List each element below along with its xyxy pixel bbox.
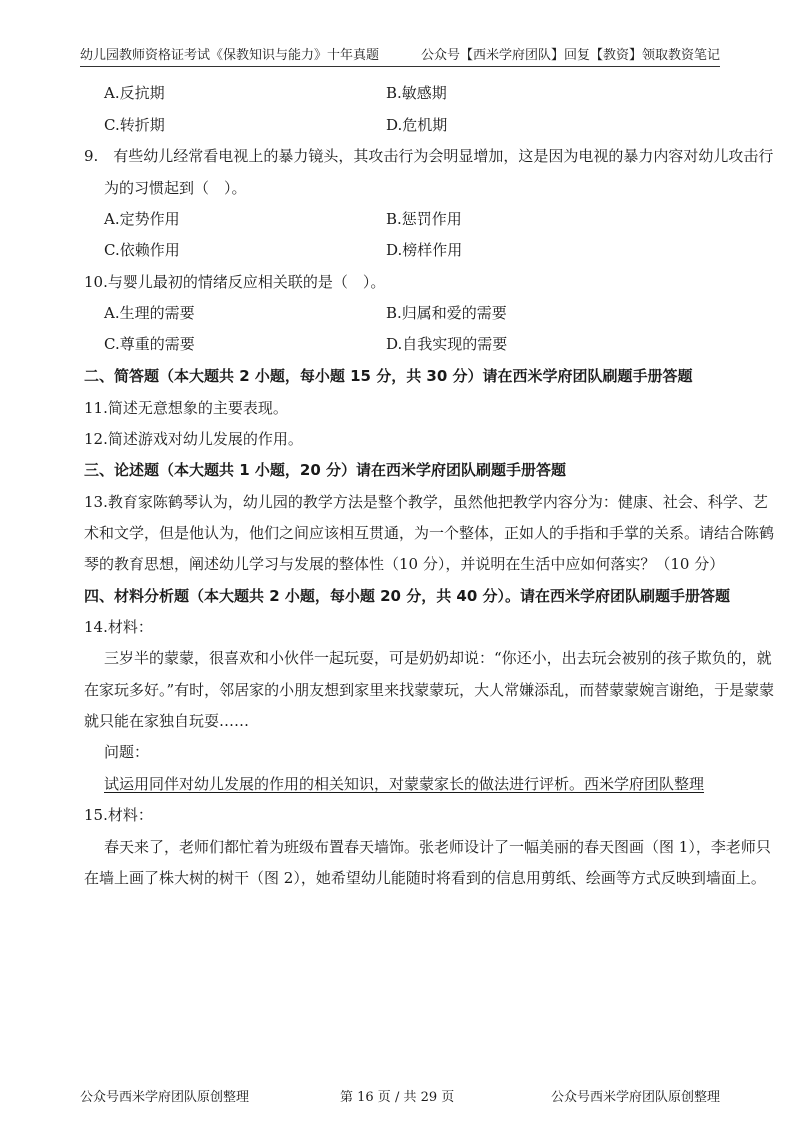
q9-stem-line1: 9. 有些幼儿经常看电视上的暴力镜头，其攻击行为会明显增加，这是因为电视的暴力内容对幼儿攻击行 (84, 147, 774, 165)
section3-title: 三、论述题（本大题共 1 小题，20 分）请在西米学府团队刷题手册答题 (84, 461, 566, 479)
q14-material-line2: 在家玩多好。”有时，邻居家的小朋友想到家里来找蒙蒙玩，大人常嫌添乱，而替蒙蒙婉言谢绝，于是蒙蒙 (84, 681, 775, 699)
page-number: 第 16 页 / 共 29 页 (340, 1090, 455, 1105)
q9-option-d: D.榜样作用 (386, 241, 463, 259)
header-right-note: 公众号【西米学府团队】回复【教资】领取教资笔记 (420, 48, 720, 63)
footer-left: 公众号西米学府团队原创整理 (80, 1090, 250, 1105)
q14-question-label: 问题： (104, 743, 150, 761)
q10-option-d: D.自我实现的需要 (386, 335, 508, 353)
q13-line1: 13.教育家陈鹤琴认为，幼儿园的教学方法是整个教学，虽然他把教学内容分为：健康、社会、科学、艺 (84, 493, 768, 511)
section4-title: 四、材料分析题（本大题共 2 小题，每小题 20 分，共 40 分）。请在西米学府团队刷题手册答题 (84, 587, 731, 605)
q9-option-b: B.惩罚作用 (386, 210, 462, 228)
q10-option-c: C.尊重的需要 (104, 335, 195, 353)
q14-label: 14.材料： (84, 618, 153, 636)
q15-material-line1: 春天来了，老师们都忙着为班级布置春天墙饰。张老师设计了一幅美丽的春天图画（图 1），李老师只 (104, 838, 771, 856)
q14-question: 试运用同伴对幼儿发展的作用的相关知识，对蒙蒙家长的做法进行评析。西米学府团队整理 (104, 775, 705, 793)
q15-material-line2: 在墙上画了株大树的树干（图 2），她希望幼儿能随时将看到的信息用剪纸、绘画等方式反映到墙面上。 (84, 869, 766, 887)
q10-option-a: A.生理的需要 (104, 304, 195, 322)
q13-line3: 琴的教育思想，阐述幼儿学习与发展的整体性（10 分），并说明在生活中应如何落实？（10 分） (84, 555, 725, 573)
q9-option-a: A.定势作用 (104, 210, 180, 228)
q8-option-a: A.反抗期 (104, 84, 165, 102)
q9-stem-line2: 为的习惯起到（ ）。 (104, 179, 247, 197)
q14-material-line3: 就只能在家独自玩耍…… (84, 712, 250, 730)
q11-stem: 11.简述无意想象的主要表现。 (84, 399, 288, 417)
footer-right: 公众号西米学府团队原创整理 (550, 1090, 720, 1105)
section2-title: 二、简答题（本大题共 2 小题，每小题 15 分，共 30 分）请在西米学府团队刷题手册答题 (84, 367, 693, 385)
q8-option-d: D.危机期 (386, 116, 448, 134)
q8-option-b: B.敏感期 (386, 84, 447, 102)
q15-label: 15.材料： (84, 806, 153, 824)
q14-material-line1: 三岁半的蒙蒙，很喜欢和小伙伴一起玩耍，可是奶奶却说：“你还小，出去玩会被别的孩子欺负的，就 (104, 649, 772, 667)
q10-stem: 10.与婴儿最初的情绪反应相关联的是（ ）。 (84, 273, 386, 291)
q9-option-c: C.依赖作用 (104, 241, 180, 259)
q8-option-c: C.转折期 (104, 116, 165, 134)
q13-line2: 术和文学，但是他认为，他们之间应该相互贯通，为一个整体，正如人的手指和手掌的关系。请结合陈鹤 (84, 524, 775, 542)
header-left-title: 幼儿园教师资格证考试《保教知识与能力》十年真题 (80, 48, 380, 63)
page-header (80, 42, 720, 67)
q12-stem: 12.简述游戏对幼儿发展的作用。 (84, 430, 303, 448)
q10-option-b: B.归属和爱的需要 (386, 304, 507, 322)
